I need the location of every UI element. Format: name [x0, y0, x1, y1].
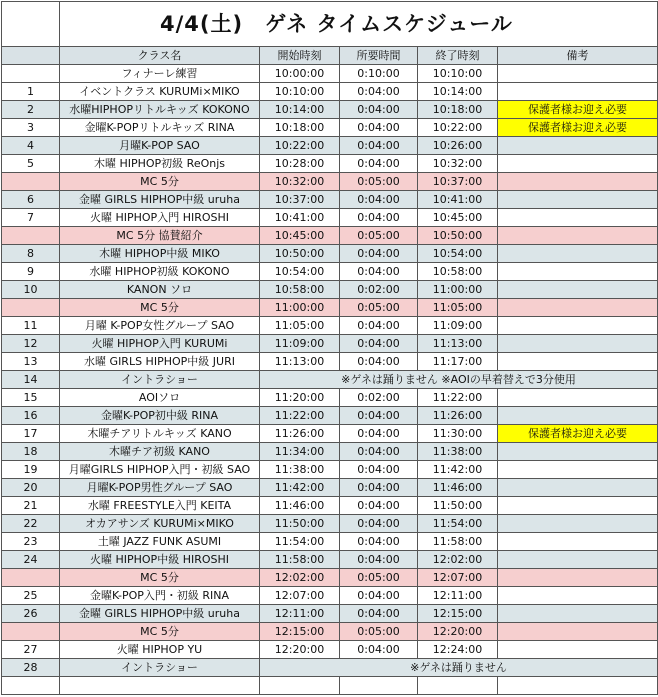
- header-note[interactable]: 備考: [498, 47, 658, 65]
- end-time-cell[interactable]: 11:26:00: [418, 407, 498, 425]
- end-time-cell[interactable]: 10:10:00: [418, 65, 498, 83]
- class-name-cell[interactable]: 土曜 JAZZ FUNK ASUMI: [60, 533, 260, 551]
- start-time-cell[interactable]: 10:50:00: [260, 245, 340, 263]
- header-no-cell[interactable]: [2, 47, 60, 65]
- header-duration[interactable]: 所要時間: [340, 47, 418, 65]
- start-time-cell[interactable]: 11:22:00: [260, 407, 340, 425]
- note-cell[interactable]: [498, 587, 658, 605]
- class-name-cell[interactable]: 金曜 GIRLS HIPHOP中級 uruha: [60, 191, 260, 209]
- duration-cell[interactable]: 0:04:00: [340, 155, 418, 173]
- duration-cell[interactable]: 0:05:00: [340, 173, 418, 191]
- table-row: [2, 209, 658, 227]
- class-name-cell[interactable]: イントラショー: [60, 371, 260, 389]
- table-row: [2, 371, 658, 389]
- table-row: [2, 641, 658, 659]
- table-row: [2, 155, 658, 173]
- class-name-cell[interactable]: KANON ソロ: [60, 281, 260, 299]
- span-note-cell[interactable]: ※ゲネは踊りません: [260, 659, 658, 677]
- start-time-cell[interactable]: 11:46:00: [260, 497, 340, 515]
- class-name-cell[interactable]: イベントクラス KURUMi×MIKO: [60, 83, 260, 101]
- end-time-cell[interactable]: 11:17:00: [418, 353, 498, 371]
- class-name-cell[interactable]: 木曜チアリトルキッズ KANO: [60, 425, 260, 443]
- note-cell[interactable]: [498, 407, 658, 425]
- start-time-cell[interactable]: 11:13:00: [260, 353, 340, 371]
- table-row: [2, 353, 658, 371]
- class-name-cell[interactable]: 木曜 HIPHOP中級 MIKO: [60, 245, 260, 263]
- table-row: [2, 65, 658, 83]
- row-number-cell[interactable]: 23: [2, 533, 60, 551]
- start-time-cell[interactable]: 10:10:00: [260, 83, 340, 101]
- row-number-cell[interactable]: [2, 227, 60, 245]
- note-cell[interactable]: [498, 443, 658, 461]
- header-end[interactable]: 終了時刻: [418, 47, 498, 65]
- row-number-cell[interactable]: 8: [2, 245, 60, 263]
- note-cell[interactable]: [498, 497, 658, 515]
- start-time-cell[interactable]: 11:00:00: [260, 299, 340, 317]
- end-time-cell[interactable]: 10:54:00: [418, 245, 498, 263]
- class-name-cell[interactable]: イントラショー: [60, 659, 260, 677]
- table-row: [2, 119, 658, 137]
- empty-cell[interactable]: [60, 677, 260, 695]
- table-row: [2, 497, 658, 515]
- note-cell[interactable]: [498, 281, 658, 299]
- start-time-cell[interactable]: 11:09:00: [260, 335, 340, 353]
- note-cell[interactable]: [498, 569, 658, 587]
- end-time-cell[interactable]: 10:14:00: [418, 83, 498, 101]
- end-time-cell[interactable]: 11:42:00: [418, 461, 498, 479]
- note-cell[interactable]: 保護者様お迎え必要: [498, 101, 658, 119]
- duration-cell[interactable]: 0:02:00: [340, 281, 418, 299]
- end-time-cell[interactable]: 10:22:00: [418, 119, 498, 137]
- row-number-cell[interactable]: 18: [2, 443, 60, 461]
- start-time-cell[interactable]: 10:37:00: [260, 191, 340, 209]
- row-number-cell[interactable]: 6: [2, 191, 60, 209]
- note-cell[interactable]: [498, 245, 658, 263]
- start-time-cell[interactable]: 11:58:00: [260, 551, 340, 569]
- table-row: [2, 551, 658, 569]
- table-row: [2, 461, 658, 479]
- table-row: [2, 623, 658, 641]
- end-time-cell[interactable]: 12:24:00: [418, 641, 498, 659]
- empty-row: [2, 677, 658, 695]
- class-name-cell[interactable]: 月曜 K-POP女性グループ SAO: [60, 317, 260, 335]
- row-number-cell[interactable]: 27: [2, 641, 60, 659]
- class-name-cell[interactable]: 木曜 HIPHOP初級 ReOnjs: [60, 155, 260, 173]
- note-cell[interactable]: [498, 299, 658, 317]
- note-cell[interactable]: [498, 263, 658, 281]
- start-time-cell[interactable]: 10:14:00: [260, 101, 340, 119]
- end-time-cell[interactable]: 12:11:00: [418, 587, 498, 605]
- class-name-cell[interactable]: 金曜K-POPリトルキッズ RINA: [60, 119, 260, 137]
- note-cell[interactable]: 保護者様お迎え必要: [498, 425, 658, 443]
- row-number-cell[interactable]: 15: [2, 389, 60, 407]
- duration-cell[interactable]: 0:04:00: [340, 101, 418, 119]
- end-time-cell[interactable]: 11:58:00: [418, 533, 498, 551]
- table-row: [2, 389, 658, 407]
- title-row: [2, 2, 658, 47]
- row-number-cell[interactable]: [2, 299, 60, 317]
- empty-cell[interactable]: [498, 677, 658, 695]
- end-time-cell[interactable]: 11:46:00: [418, 479, 498, 497]
- note-cell[interactable]: [498, 209, 658, 227]
- duration-cell[interactable]: 0:04:00: [340, 263, 418, 281]
- start-time-cell[interactable]: 10:45:00: [260, 227, 340, 245]
- duration-cell[interactable]: 0:05:00: [340, 569, 418, 587]
- row-number-cell[interactable]: 16: [2, 407, 60, 425]
- duration-cell[interactable]: 0:04:00: [340, 353, 418, 371]
- note-cell[interactable]: [498, 605, 658, 623]
- row-number-cell[interactable]: 17: [2, 425, 60, 443]
- class-name-cell[interactable]: 水曜 GIRLS HIPHOP中級 JURI: [60, 353, 260, 371]
- duration-cell[interactable]: 0:04:00: [340, 245, 418, 263]
- table-row: [2, 299, 658, 317]
- end-time-cell[interactable]: 11:38:00: [418, 443, 498, 461]
- end-time-cell[interactable]: 10:45:00: [418, 209, 498, 227]
- duration-cell[interactable]: 0:04:00: [340, 137, 418, 155]
- row-number-cell[interactable]: 3: [2, 119, 60, 137]
- start-time-cell[interactable]: 12:02:00: [260, 569, 340, 587]
- table-row: [2, 425, 658, 443]
- row-number-cell[interactable]: 21: [2, 497, 60, 515]
- duration-cell[interactable]: 0:04:00: [340, 605, 418, 623]
- start-time-cell[interactable]: 12:07:00: [260, 587, 340, 605]
- start-time-cell[interactable]: 10:00:00: [260, 65, 340, 83]
- table-row: [2, 515, 658, 533]
- table-row: [2, 245, 658, 263]
- duration-cell[interactable]: 0:04:00: [340, 83, 418, 101]
- note-cell[interactable]: [498, 155, 658, 173]
- note-cell[interactable]: [498, 479, 658, 497]
- table-row: [2, 569, 658, 587]
- empty-cell[interactable]: [2, 677, 60, 695]
- end-time-cell[interactable]: 12:20:00: [418, 623, 498, 641]
- duration-cell[interactable]: 0:04:00: [340, 515, 418, 533]
- class-name-cell[interactable]: AOIソロ: [60, 389, 260, 407]
- end-time-cell[interactable]: 11:05:00: [418, 299, 498, 317]
- row-number-cell[interactable]: 22: [2, 515, 60, 533]
- row-number-cell[interactable]: 13: [2, 353, 60, 371]
- duration-cell[interactable]: 0:04:00: [340, 407, 418, 425]
- class-name-cell[interactable]: 火曜 HIPHOP入門 HIROSHI: [60, 209, 260, 227]
- start-time-cell[interactable]: 10:28:00: [260, 155, 340, 173]
- start-time-cell[interactable]: 10:58:00: [260, 281, 340, 299]
- duration-cell[interactable]: 0:04:00: [340, 317, 418, 335]
- start-time-cell[interactable]: 11:05:00: [260, 317, 340, 335]
- class-name-cell[interactable]: オカアサンズ KURUMi×MIKO: [60, 515, 260, 533]
- class-name-cell[interactable]: 月曜GIRLS HIPHOP入門・初級 SAO: [60, 461, 260, 479]
- row-number-cell[interactable]: 14: [2, 371, 60, 389]
- note-cell[interactable]: [498, 191, 658, 209]
- table-row: [2, 191, 658, 209]
- class-name-cell[interactable]: MC 5分: [60, 299, 260, 317]
- empty-cell[interactable]: [340, 677, 418, 695]
- duration-cell[interactable]: 0:05:00: [340, 623, 418, 641]
- start-time-cell[interactable]: 10:54:00: [260, 263, 340, 281]
- table-row: [2, 443, 658, 461]
- row-number-cell[interactable]: [2, 65, 60, 83]
- row-number-cell[interactable]: 7: [2, 209, 60, 227]
- note-cell[interactable]: [498, 137, 658, 155]
- duration-cell[interactable]: 0:10:00: [340, 65, 418, 83]
- note-cell[interactable]: [498, 65, 658, 83]
- class-name-cell[interactable]: MC 5分: [60, 623, 260, 641]
- duration-cell[interactable]: 0:04:00: [340, 335, 418, 353]
- table-row: [2, 281, 658, 299]
- table-row: [2, 335, 658, 353]
- end-time-cell[interactable]: 11:00:00: [418, 281, 498, 299]
- start-time-cell[interactable]: 11:54:00: [260, 533, 340, 551]
- header-start[interactable]: 開始時刻: [260, 47, 340, 65]
- start-time-cell[interactable]: 12:15:00: [260, 623, 340, 641]
- schedule-table: [1, 1, 658, 695]
- start-time-cell[interactable]: 11:26:00: [260, 425, 340, 443]
- note-cell[interactable]: [498, 335, 658, 353]
- table-row: [2, 83, 658, 101]
- note-cell[interactable]: [498, 227, 658, 245]
- header-row: [2, 47, 658, 65]
- class-name-cell[interactable]: 水曜HIPHOPリトルキッズ KOKONO: [60, 101, 260, 119]
- duration-cell[interactable]: 0:04:00: [340, 497, 418, 515]
- duration-cell[interactable]: 0:05:00: [340, 299, 418, 317]
- duration-cell[interactable]: 0:04:00: [340, 119, 418, 137]
- end-time-cell[interactable]: 10:58:00: [418, 263, 498, 281]
- end-time-cell[interactable]: 12:15:00: [418, 605, 498, 623]
- table-row: [2, 533, 658, 551]
- duration-cell[interactable]: 0:04:00: [340, 191, 418, 209]
- end-time-cell[interactable]: 10:18:00: [418, 101, 498, 119]
- row-number-cell[interactable]: 5: [2, 155, 60, 173]
- class-name-cell[interactable]: 火曜 HIPHOP入門 KURUMi: [60, 335, 260, 353]
- empty-cell[interactable]: [260, 677, 340, 695]
- table-row: [2, 317, 658, 335]
- note-cell[interactable]: [498, 83, 658, 101]
- start-time-cell[interactable]: 11:20:00: [260, 389, 340, 407]
- duration-cell[interactable]: 0:04:00: [340, 533, 418, 551]
- class-name-cell[interactable]: 木曜チア初級 KANO: [60, 443, 260, 461]
- note-cell[interactable]: [498, 461, 658, 479]
- duration-cell[interactable]: 0:04:00: [340, 551, 418, 569]
- table-row: [2, 587, 658, 605]
- table-row: [2, 101, 658, 119]
- duration-cell[interactable]: 0:04:00: [340, 443, 418, 461]
- table-row: [2, 605, 658, 623]
- note-cell[interactable]: [498, 623, 658, 641]
- end-time-cell[interactable]: 11:54:00: [418, 515, 498, 533]
- note-cell[interactable]: [498, 641, 658, 659]
- note-cell[interactable]: 保護者様お迎え必要: [498, 119, 658, 137]
- note-cell[interactable]: [498, 353, 658, 371]
- page-title[interactable]: 4/4(土) ゲネ タイムスケジュール: [60, 2, 658, 47]
- duration-cell[interactable]: 0:05:00: [340, 227, 418, 245]
- note-cell[interactable]: [498, 515, 658, 533]
- span-note-cell[interactable]: ※ゲネは踊りません ※AOIの早着替えで3分使用: [260, 371, 658, 389]
- note-cell[interactable]: [498, 173, 658, 191]
- start-time-cell[interactable]: 10:18:00: [260, 119, 340, 137]
- end-time-cell[interactable]: 10:37:00: [418, 173, 498, 191]
- class-name-cell[interactable]: 金曜K-POP入門・初級 RINA: [60, 587, 260, 605]
- table-row: [2, 137, 658, 155]
- duration-cell[interactable]: 0:04:00: [340, 461, 418, 479]
- end-time-cell[interactable]: 10:50:00: [418, 227, 498, 245]
- end-time-cell[interactable]: 11:09:00: [418, 317, 498, 335]
- start-time-cell[interactable]: 11:50:00: [260, 515, 340, 533]
- end-time-cell[interactable]: 10:32:00: [418, 155, 498, 173]
- row-number-cell[interactable]: [2, 623, 60, 641]
- header-class[interactable]: クラス名: [60, 47, 260, 65]
- class-name-cell[interactable]: 金曜K-POP初中級 RINA: [60, 407, 260, 425]
- end-time-cell[interactable]: 12:07:00: [418, 569, 498, 587]
- start-time-cell[interactable]: 11:34:00: [260, 443, 340, 461]
- table-row: [2, 227, 658, 245]
- class-name-cell[interactable]: 月曜K-POP男性グループ SAO: [60, 479, 260, 497]
- end-time-cell[interactable]: 12:02:00: [418, 551, 498, 569]
- row-number-cell[interactable]: 19: [2, 461, 60, 479]
- end-time-cell[interactable]: 10:26:00: [418, 137, 498, 155]
- row-number-cell[interactable]: 28: [2, 659, 60, 677]
- duration-cell[interactable]: 0:04:00: [340, 425, 418, 443]
- class-name-cell[interactable]: MC 5分: [60, 173, 260, 191]
- table-row: [2, 263, 658, 281]
- row-number-cell[interactable]: 11: [2, 317, 60, 335]
- start-time-cell[interactable]: 11:38:00: [260, 461, 340, 479]
- duration-cell[interactable]: 0:04:00: [340, 209, 418, 227]
- row-number-cell[interactable]: 24: [2, 551, 60, 569]
- class-name-cell[interactable]: 金曜 GIRLS HIPHOP中級 uruha: [60, 605, 260, 623]
- end-time-cell[interactable]: 11:13:00: [418, 335, 498, 353]
- empty-cell[interactable]: [418, 677, 498, 695]
- row-number-cell[interactable]: 20: [2, 479, 60, 497]
- start-time-cell[interactable]: 10:22:00: [260, 137, 340, 155]
- start-time-cell[interactable]: 12:20:00: [260, 641, 340, 659]
- class-name-cell[interactable]: 水曜 HIPHOP初級 KOKONO: [60, 263, 260, 281]
- class-name-cell[interactable]: MC 5分 協賛紹介: [60, 227, 260, 245]
- row-number-cell[interactable]: 12: [2, 335, 60, 353]
- class-name-cell[interactable]: 火曜 HIPHOP YU: [60, 641, 260, 659]
- note-cell[interactable]: [498, 317, 658, 335]
- row-number-cell[interactable]: 2: [2, 101, 60, 119]
- row-number-cell[interactable]: 9: [2, 263, 60, 281]
- end-time-cell[interactable]: 10:41:00: [418, 191, 498, 209]
- row-number-cell[interactable]: 26: [2, 605, 60, 623]
- note-cell[interactable]: [498, 551, 658, 569]
- class-name-cell[interactable]: フィナーレ練習: [60, 65, 260, 83]
- duration-cell[interactable]: 0:04:00: [340, 641, 418, 659]
- note-cell[interactable]: [498, 533, 658, 551]
- class-name-cell[interactable]: 月曜K-POP SAO: [60, 137, 260, 155]
- duration-cell[interactable]: 0:02:00: [340, 389, 418, 407]
- table-row: [2, 659, 658, 677]
- end-time-cell[interactable]: 11:22:00: [418, 389, 498, 407]
- row-number-cell[interactable]: 25: [2, 587, 60, 605]
- class-name-cell[interactable]: MC 5分: [60, 569, 260, 587]
- start-time-cell[interactable]: 10:32:00: [260, 173, 340, 191]
- start-time-cell[interactable]: 12:11:00: [260, 605, 340, 623]
- row-number-cell[interactable]: 1: [2, 83, 60, 101]
- start-time-cell[interactable]: 11:42:00: [260, 479, 340, 497]
- start-time-cell[interactable]: 10:41:00: [260, 209, 340, 227]
- end-time-cell[interactable]: 11:30:00: [418, 425, 498, 443]
- title-blank-cell[interactable]: [2, 2, 60, 47]
- row-number-cell[interactable]: [2, 173, 60, 191]
- duration-cell[interactable]: 0:04:00: [340, 587, 418, 605]
- row-number-cell[interactable]: [2, 569, 60, 587]
- row-number-cell[interactable]: 10: [2, 281, 60, 299]
- class-name-cell[interactable]: 火曜 HIPHOP中級 HIROSHI: [60, 551, 260, 569]
- class-name-cell[interactable]: 水曜 FREESTYLE入門 KEITA: [60, 497, 260, 515]
- duration-cell[interactable]: 0:04:00: [340, 479, 418, 497]
- end-time-cell[interactable]: 11:50:00: [418, 497, 498, 515]
- table-row: [2, 407, 658, 425]
- table-row: [2, 479, 658, 497]
- table-row: [2, 173, 658, 191]
- row-number-cell[interactable]: 4: [2, 137, 60, 155]
- note-cell[interactable]: [498, 389, 658, 407]
